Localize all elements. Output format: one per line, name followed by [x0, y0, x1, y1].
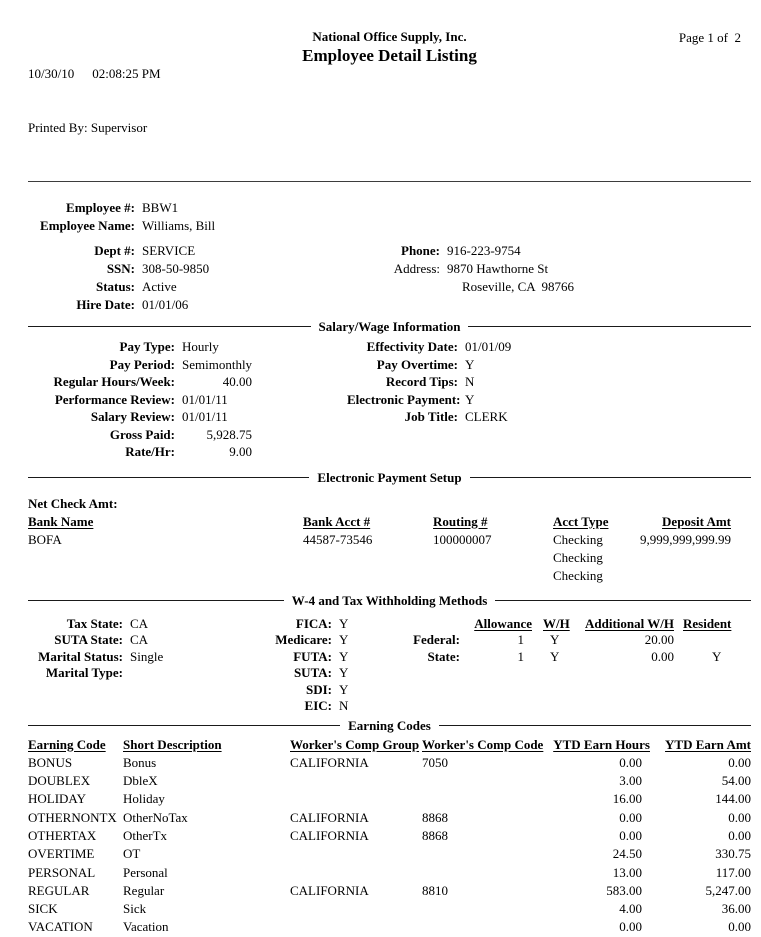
report-header: [28, 29, 751, 173]
bank-table-row: [28, 549, 751, 567]
withholding-row-state: [374, 649, 751, 666]
comp-group-cell: CALIFORNIA: [290, 754, 369, 770]
field-row: [347, 408, 751, 426]
bank-table-row: [28, 531, 751, 549]
sdi-label: SDI:: [305, 681, 332, 697]
earnings-row: [28, 772, 751, 790]
federal-label: Federal:: [413, 632, 460, 647]
withholding-row-federal: [374, 632, 751, 649]
pay-type-label: Pay Type:: [119, 339, 175, 354]
short-desc-cell: Sick: [123, 901, 147, 917]
header-cell: Acct Type: [553, 513, 609, 529]
comp-group-cell: CALIFORNIA: [290, 809, 369, 825]
salary-review-label: Salary Review:: [90, 409, 175, 424]
status-label: Status:: [95, 279, 135, 294]
dept-value: SERVICE: [142, 243, 196, 258]
comp-code-cell: [422, 845, 547, 863]
tax-state-label: Tax State:: [66, 615, 123, 631]
employee-info-left: [28, 242, 340, 314]
comp-group-cell: [290, 845, 422, 863]
field-row: [248, 698, 374, 715]
net-check-amt-label: Net Check Amt:: [28, 495, 118, 511]
short-desc-cell: Regular: [123, 882, 165, 898]
acct-type-cell: Checking: [553, 531, 603, 547]
rate-hr-label: Rate/Hr:: [125, 444, 175, 459]
earnings-row: [28, 882, 751, 900]
short-desc-cell: Bonus: [123, 754, 157, 770]
ssn-value: 308-50-9850: [142, 261, 210, 276]
header-divider: [28, 181, 751, 182]
employee-identity: [28, 199, 751, 235]
salary-review-value: 01/01/11: [182, 409, 228, 424]
suta-state-label: SUTA State:: [54, 632, 123, 647]
field-row: [28, 649, 248, 666]
hire-date-label: Hire Date:: [76, 297, 135, 312]
resident-cell: [674, 632, 732, 649]
electronic-payment-value: Y: [465, 391, 475, 407]
comp-code-cell: [422, 918, 547, 936]
sdi-value: Y: [339, 681, 349, 697]
routing-cell: [433, 567, 553, 585]
field-row: [347, 373, 751, 391]
pay-period-label: Pay Period:: [109, 356, 175, 372]
bank-table-row: [28, 567, 751, 585]
suta-value: Y: [339, 665, 349, 680]
print-info: [28, 29, 198, 173]
regular-hours-label: Regular Hours/Week:: [53, 374, 175, 389]
header-cell: Earning Code: [28, 736, 106, 752]
additional-wh-cell: 20.00: [644, 632, 674, 647]
allowance-cell: 1: [517, 648, 524, 664]
salary-right: [347, 338, 751, 461]
bank-acct-cell: [303, 549, 433, 567]
field-row: [248, 632, 374, 649]
w4-state-column: [28, 616, 248, 715]
printed-by-line: [28, 119, 198, 137]
gross-paid-value: 5,928.75: [206, 426, 252, 442]
header-cell: Worker's Comp Code: [422, 736, 544, 752]
earnings-row: [28, 864, 751, 882]
salary-left: [28, 338, 347, 461]
employee-number-value: BBW1: [142, 200, 179, 215]
comp-group-cell: CALIFORNIA: [290, 827, 369, 843]
printed-by-label: Printed By:: [28, 120, 88, 135]
employee-contact: [340, 242, 751, 314]
wh-cell: Y: [550, 632, 560, 647]
comp-code-cell: [422, 864, 547, 882]
field-row: [28, 356, 347, 374]
earning-code-cell: VACATION: [28, 919, 93, 935]
earnings-row: [28, 845, 751, 863]
field-row: [28, 242, 340, 260]
rule-line: [495, 600, 751, 601]
address-line1: 9870 Hawthorne St: [447, 261, 549, 276]
report-titles: [198, 29, 581, 173]
rate-hr-value: 9.00: [229, 444, 252, 459]
header-cell: W/H: [543, 615, 570, 631]
ytd-amt-cell: 144.00: [715, 791, 751, 807]
salary-columns: [28, 338, 751, 461]
ytd-hours-cell: 0.00: [619, 827, 642, 843]
earnings-section-header: [28, 718, 751, 733]
report-title: Employee Detail Listing: [302, 46, 477, 65]
pay-period-value: Semimonthly: [182, 356, 253, 372]
earnings-row: [28, 827, 751, 845]
phone-value: 916-223-9754: [447, 243, 521, 258]
salary-section-header: [28, 319, 751, 334]
ytd-amt-cell: 0.00: [728, 809, 751, 825]
field-row: [28, 217, 751, 235]
w4-section-title: W-4 and Tax Withholding Methods: [291, 592, 488, 608]
ytd-hours-cell: 13.00: [612, 864, 642, 880]
header-cell: Short Description: [123, 736, 222, 752]
eic-value: N: [339, 698, 349, 713]
field-row: [340, 242, 751, 260]
comp-group-cell: CALIFORNIA: [290, 882, 369, 898]
header-cell: Deposit Amt: [662, 513, 731, 529]
header-cell: Resident: [683, 615, 732, 631]
ytd-hours-cell: 24.50: [612, 846, 642, 862]
comp-code-cell: [422, 772, 547, 790]
print-time: 02:08:25 PM: [92, 66, 161, 81]
deposit-amt-cell: [638, 549, 751, 567]
marital-type-value: [123, 665, 130, 682]
marital-type-label: Marital Type:: [45, 665, 123, 680]
employee-name-label: Employee Name:: [40, 218, 135, 233]
address-line2: Roseville, CA 98766: [462, 279, 574, 294]
field-row: [28, 373, 347, 391]
effectivity-date-value: 01/01/09: [465, 339, 512, 354]
acct-type-cell: Checking: [553, 567, 603, 583]
allowance-cell: 1: [517, 632, 524, 647]
field-row: [248, 665, 374, 682]
record-tips-value: N: [465, 374, 475, 389]
bank-name-cell: [28, 567, 303, 585]
ytd-amt-cell: 54.00: [721, 773, 751, 789]
earning-code-cell: OTHERTAX: [28, 827, 97, 843]
field-row: [347, 338, 751, 356]
employee-info-columns: [28, 242, 751, 314]
field-row: [28, 408, 347, 426]
bank-table-header: [28, 513, 751, 531]
ytd-hours-cell: 3.00: [619, 773, 642, 789]
page-number: Page 1 of 2: [678, 30, 741, 45]
electronic-payment-label: Electronic Payment:: [347, 391, 461, 407]
address-label-spacer: [340, 278, 440, 296]
bank-acct-cell: [303, 567, 433, 585]
comp-code-cell: 8868: [422, 827, 448, 843]
salary-section-title: Salary/Wage Information: [318, 319, 461, 334]
futa-label: FUTA:: [293, 648, 332, 664]
performance-review-value: 01/01/11: [182, 391, 228, 407]
rule-line: [28, 600, 284, 601]
routing-cell: [433, 549, 553, 567]
field-row: [28, 278, 340, 296]
earning-code-cell: HOLIDAY: [28, 791, 87, 807]
earnings-row: [28, 809, 751, 827]
w4-section-header: [28, 593, 751, 608]
field-row: [28, 338, 347, 356]
earning-code-cell: OTHERNONTX: [28, 809, 117, 825]
print-date: 10/30/10: [28, 66, 75, 81]
earnings-table-header: [28, 736, 751, 754]
ytd-hours-cell: 4.00: [619, 901, 642, 917]
tax-state-value: CA: [130, 615, 149, 631]
performance-review-label: Performance Review:: [54, 391, 175, 407]
additional-wh-cell: 0.00: [651, 648, 674, 664]
record-tips-label: Record Tips:: [385, 374, 458, 389]
comp-code-cell: [422, 900, 547, 918]
earnings-row: [28, 900, 751, 918]
field-row: [340, 260, 751, 278]
header-cell: Worker's Comp Group: [290, 736, 420, 752]
futa-value: Y: [339, 648, 349, 664]
job-title-label: Job Title:: [404, 409, 458, 424]
rule-line: [28, 326, 311, 327]
short-desc-cell: Vacation: [123, 919, 169, 935]
earnings-row: [28, 754, 751, 772]
bank-table: [28, 513, 751, 585]
ytd-hours-cell: 0.00: [619, 919, 642, 935]
comp-group-cell: [290, 790, 422, 808]
earning-code-cell: BONUS: [28, 754, 73, 770]
employee-number-label: Employee #:: [66, 200, 135, 215]
field-row: [340, 278, 751, 296]
header-cell: YTD Earn Hours: [553, 736, 650, 752]
marital-status-value: Single: [130, 648, 164, 664]
pay-type-value: Hourly: [182, 339, 219, 354]
regular-hours-value: 40.00: [222, 374, 252, 389]
earning-code-cell: DOUBLEX: [28, 773, 91, 789]
header-cell: YTD Earn Amt: [665, 736, 751, 752]
ytd-amt-cell: 330.75: [715, 846, 751, 862]
ytd-amt-cell: 0.00: [728, 919, 751, 935]
ytd-amt-cell: 0.00: [728, 754, 751, 770]
ytd-hours-cell: 16.00: [612, 791, 642, 807]
ssn-label: SSN:: [106, 261, 135, 276]
rule-line: [28, 477, 309, 478]
earnings-row: [28, 790, 751, 808]
company-name: National Office Supply, Inc.: [312, 29, 467, 44]
comp-group-cell: [290, 918, 422, 936]
withholding-table: [374, 616, 751, 715]
electronic-payment-section-title: Electronic Payment Setup: [317, 469, 462, 485]
gross-paid-label: Gross Paid:: [109, 426, 175, 442]
bank-name-cell: [28, 549, 303, 567]
header-cell: Allowance: [474, 615, 532, 631]
address-label: Address:: [393, 261, 440, 276]
rule-line: [468, 326, 751, 327]
rule-line: [470, 477, 751, 478]
comp-group-cell: [290, 864, 422, 882]
field-row: [28, 199, 751, 217]
deposit-amt-cell: 9,999,999,999.99: [640, 531, 731, 547]
earning-code-cell: SICK: [28, 901, 58, 917]
earnings-table: [28, 736, 751, 937]
header-cell: Additional W/H: [585, 615, 674, 631]
earning-code-cell: REGULAR: [28, 882, 90, 898]
field-row: [347, 391, 751, 409]
marital-status-label: Marital Status:: [38, 648, 123, 664]
pay-overtime-value: Y: [465, 356, 475, 372]
field-row: [28, 391, 347, 409]
field-row: [28, 426, 347, 444]
fica-value: Y: [339, 615, 349, 631]
field-row: [28, 632, 248, 649]
comp-group-cell: [290, 772, 422, 790]
fica-label: FICA:: [295, 615, 332, 631]
comp-code-cell: 8810: [422, 882, 448, 898]
ytd-amt-cell: 5,247.00: [705, 882, 751, 898]
printed-by-value: Supervisor: [90, 120, 148, 135]
ytd-amt-cell: 0.00: [728, 827, 751, 843]
ytd-hours-cell: 0.00: [619, 754, 642, 770]
short-desc-cell: Holiday: [123, 791, 165, 807]
earnings-row: [28, 918, 751, 936]
short-desc-cell: DbleX: [123, 773, 158, 789]
field-row: [248, 649, 374, 666]
ytd-amt-cell: 117.00: [715, 864, 751, 880]
rule-line: [439, 725, 751, 726]
state-label: State:: [427, 648, 460, 664]
phone-label: Phone:: [401, 243, 440, 258]
field-row: [28, 665, 248, 682]
header-cell: Routing #: [433, 513, 488, 529]
suta-label: SUTA:: [293, 665, 332, 680]
rule-line: [28, 725, 340, 726]
field-row: [28, 296, 340, 314]
wh-cell: Y: [550, 648, 560, 664]
deposit-amt-cell: [638, 567, 751, 585]
ytd-hours-cell: 0.00: [619, 809, 642, 825]
field-row: [28, 443, 347, 461]
earning-code-cell: PERSONAL: [28, 864, 96, 880]
acct-type-cell: Checking: [553, 549, 603, 565]
electronic-payment-section-header: [28, 470, 751, 485]
status-value: Active: [142, 279, 177, 294]
field-row: [248, 616, 374, 633]
field-row: [248, 682, 374, 699]
comp-code-cell: 7050: [422, 754, 448, 770]
pay-overtime-label: Pay Overtime:: [376, 356, 458, 372]
routing-cell: 100000007: [433, 531, 492, 547]
field-row: [28, 260, 340, 278]
header-spacer: [374, 616, 460, 633]
ytd-amt-cell: 36.00: [721, 901, 751, 917]
resident-cell: Y: [712, 648, 722, 664]
medicare-label: Medicare:: [275, 632, 332, 647]
employee-name-value: Williams, Bill: [142, 218, 216, 233]
comp-code-cell: [422, 790, 547, 808]
suta-state-value: CA: [130, 632, 149, 647]
bank-name-cell: BOFA: [28, 531, 62, 547]
bank-acct-cell: 44587-73546: [303, 531, 373, 547]
short-desc-cell: OT: [123, 846, 141, 862]
short-desc-cell: OtherTx: [123, 827, 168, 843]
dept-label: Dept #:: [94, 243, 135, 258]
effectivity-date-label: Effectivity Date:: [366, 339, 458, 354]
print-datetime: [28, 65, 198, 83]
eic-label: EIC:: [304, 698, 332, 713]
w4-columns: [28, 616, 751, 715]
header-cell: Bank Name: [28, 513, 94, 529]
hire-date-value: 01/01/06: [142, 297, 189, 312]
medicare-value: Y: [339, 632, 349, 647]
job-title-value: CLERK: [465, 409, 508, 424]
comp-group-cell: [290, 900, 422, 918]
withholding-table-header: [374, 616, 751, 633]
earning-code-cell: OVERTIME: [28, 846, 95, 862]
field-row: [28, 616, 248, 633]
ytd-hours-cell: 583.00: [606, 882, 642, 898]
comp-code-cell: 8868: [422, 809, 448, 825]
earnings-section-title: Earning Codes: [348, 717, 431, 733]
short-desc-cell: Personal: [123, 864, 168, 880]
header-cell: Bank Acct #: [303, 513, 371, 529]
short-desc-cell: OtherNoTax: [123, 809, 188, 825]
w4-methods-column: [248, 616, 374, 715]
field-row: [347, 356, 751, 374]
